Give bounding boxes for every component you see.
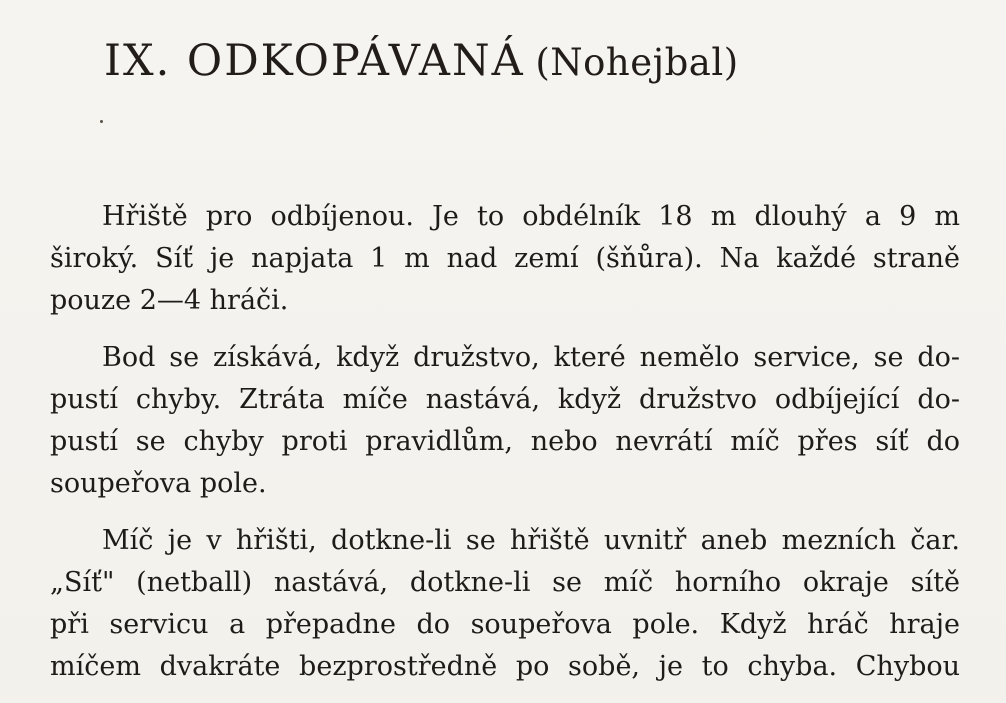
paragraph-scoring [50, 337, 960, 505]
paragraph-ball-rules [50, 520, 960, 688]
chapter-title: IX. ODKOPÁVANÁ [104, 36, 525, 86]
text-line: pustí se chyby proti pravidlům, nebo nevrátí míč přes síť do [50, 426, 960, 457]
text-line: široký. Síť je napjata 1 m nad zemí (šňůra). Na každé straně [50, 243, 960, 274]
chapter-subtitle: (Nohejbal) [535, 41, 739, 84]
body-text [50, 196, 960, 703]
chapter-heading [104, 36, 739, 86]
text-line: Hřiště pro odbíjenou. Je to obdélník 18 m dlouhý a 9 m [102, 201, 960, 232]
print-speck [100, 120, 103, 123]
text-line: pustí chyby. Ztráta míče nastává, když družstvo odbíjející do- [50, 384, 960, 415]
text-line: „Síť" (netball) nastává, dotkne-li se míč horního okraje sítě [50, 567, 960, 598]
paragraph-court [50, 196, 960, 322]
text-line: pouze 2—4 hráči. [50, 285, 289, 316]
text-line: soupeřova pole. [50, 468, 267, 499]
text-line: Bod se získává, když družstvo, které nemělo service, se do- [102, 342, 960, 373]
text-line: míčem dvakráte bezprostředně po sobě, je to chyba. Chybou [50, 651, 960, 682]
text-line: Míč je v hřišti, dotkne-li se hřiště uvnitř aneb mezních čar. [102, 525, 960, 556]
text-line: při servicu a přepadne do soupeřova pole. Když hráč hraje [50, 609, 960, 640]
